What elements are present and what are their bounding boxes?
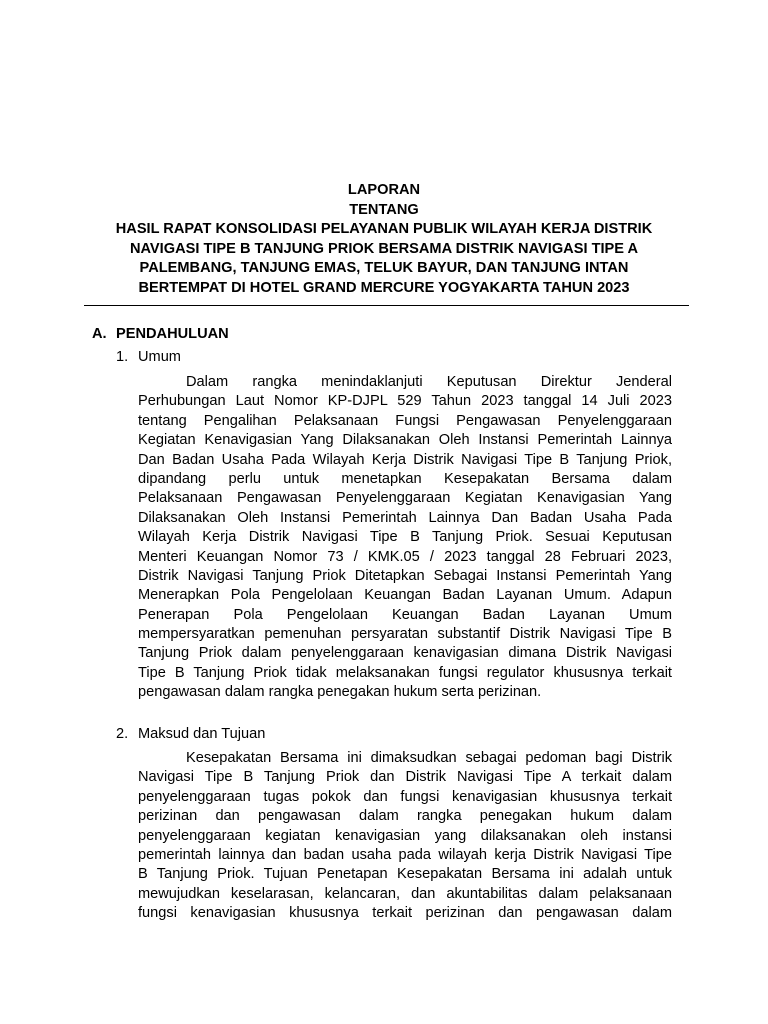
- title-line: HASIL RAPAT KONSOLIDASI PELAYANAN PUBLIK WILAYAH KERJA DISTRIK: [115, 221, 653, 237]
- paragraph-line: penyelenggaraan tugas pokok dan fungsi kenavigasian khususnya terkait: [138, 788, 672, 805]
- report-title: [80, 181, 688, 298]
- title-line: BERTEMPAT DI HOTEL GRAND MERCURE YOGYAKARTA TAHUN 2023: [138, 279, 630, 296]
- title-line: PALEMBANG, TANJUNG EMAS, TELUK BAYUR, DAN TANJUNG INTAN: [139, 260, 629, 276]
- paragraph-line: mewujudkan keselarasan, kelancaran, dan akuntabilitas dalam pelaksanaan: [138, 885, 672, 902]
- paragraph-line: Menteri Keuangan Nomor 73 / KMK.05 / 2023 tanggal 28 Februari 2023,: [138, 548, 672, 565]
- paragraph-line: B Tanjung Priok. Tujuan Penetapan Kesepakatan Bersama ini adalah untuk: [138, 866, 672, 883]
- paragraph-line: Perhubungan Laut Nomor KP-DJPL 529 Tahun 2023 tanggal 14 Juli 2023: [138, 393, 672, 410]
- paragraph-line: perizinan dan pengawasan dalam rangka penegakan hukum dalam: [138, 808, 672, 825]
- paragraph-line: Penerapan Pola Pengelolaan Keuangan Badan Layanan Umum: [138, 606, 672, 623]
- paragraph-line: Dalam rangka menindaklanjuti Keputusan Direktur Jenderal: [186, 374, 672, 390]
- paragraph-line: Tipe B Tanjung Priok tidak melaksanakan fungsi regulator khususnya terkait: [138, 664, 672, 681]
- paragraph-line: Kegiatan Kenavigasian Yang Dilaksanakan Oleh Instansi Pemerintah Lainnya: [138, 432, 672, 449]
- paragraph-line: Dilaksanakan Oleh Instansi Pemerintah Lainnya Dan Badan Usaha Pada: [138, 509, 672, 526]
- paragraph-line: penyelenggaraan kegiatan kenavigasian yang dilaksanakan oleh instansi: [138, 827, 672, 844]
- paragraph-line: Pelaksanaan Pengawasan Penyelenggaraan Kegiatan Kenavigasian Yang: [138, 490, 672, 507]
- subsection-1-heading: [116, 348, 181, 368]
- paragraph-line: dipandang perlu untuk menetapkan Kesepakatan Bersama dalam: [138, 470, 672, 487]
- subsection-number: 2.: [116, 726, 129, 742]
- subsection-1-paragraph: [138, 373, 672, 703]
- paragraph-line: Navigasi Tipe B Tanjung Priok dan Distrik Navigasi Tipe A terkait dalam: [138, 769, 672, 786]
- paragraph-line: Kesepakatan Bersama ini dimaksudkan sebagai pedoman bagi Distrik: [186, 750, 672, 766]
- paragraph-line: Tanjung Priok dalam penyelenggaraan kenavigasian dimana Distrik Navigasi: [138, 645, 672, 662]
- section-letter: A.: [92, 326, 107, 342]
- paragraph-line: Distrik Navigasi Tanjung Priok Ditetapkan Sebagai Instansi Pemerintah Yang: [138, 567, 672, 584]
- paragraph-line: Menerapkan Pola Pengelolaan Keuangan Badan Layanan Umum. Adapun: [138, 587, 672, 604]
- paragraph-line: fungsi kenavigasian khususnya terkait perizinan dan pengawasan dalam: [138, 905, 672, 922]
- subsection-2-heading: [116, 725, 265, 745]
- subsection-2-paragraph: [138, 749, 672, 924]
- paragraph-line: Dan Badan Usaha Pada Wilayah Kerja Distrik Navigasi Tipe B Tanjung Priok,: [138, 451, 672, 468]
- subsection-title: Umum: [138, 349, 181, 365]
- title-line: LAPORAN: [347, 182, 421, 198]
- paragraph-line: pengawasan dalam rangka penegakan hukum serta perizinan.: [138, 684, 542, 701]
- paragraph-line: tentang Pengalihan Pelaksanaan Fungsi Pengawasan Penyelenggaraan: [138, 412, 672, 429]
- paragraph-line: mempersyaratkan pemenuhan persyaratan substantif Distrik Navigasi Tipe B: [138, 626, 672, 643]
- paragraph-line: Wilayah Kerja Distrik Navigasi Tipe B Tanjung Priok. Sesuai Keputusan: [138, 529, 672, 546]
- section-title: PENDAHULUAN: [116, 326, 229, 342]
- subsection-title: Maksud dan Tujuan: [138, 726, 266, 742]
- section-a-heading: [92, 325, 229, 345]
- subsection-number: 1.: [116, 349, 129, 365]
- paragraph-line: pemerintah lainnya dan badan usaha pada wilayah kerja Distrik Navigasi Tipe: [138, 846, 672, 863]
- title-line: TENTANG: [349, 201, 419, 218]
- title-line: NAVIGASI TIPE B TANJUNG PRIOK BERSAMA DISTRIK NAVIGASI TIPE A: [129, 240, 639, 257]
- title-divider: [84, 305, 689, 306]
